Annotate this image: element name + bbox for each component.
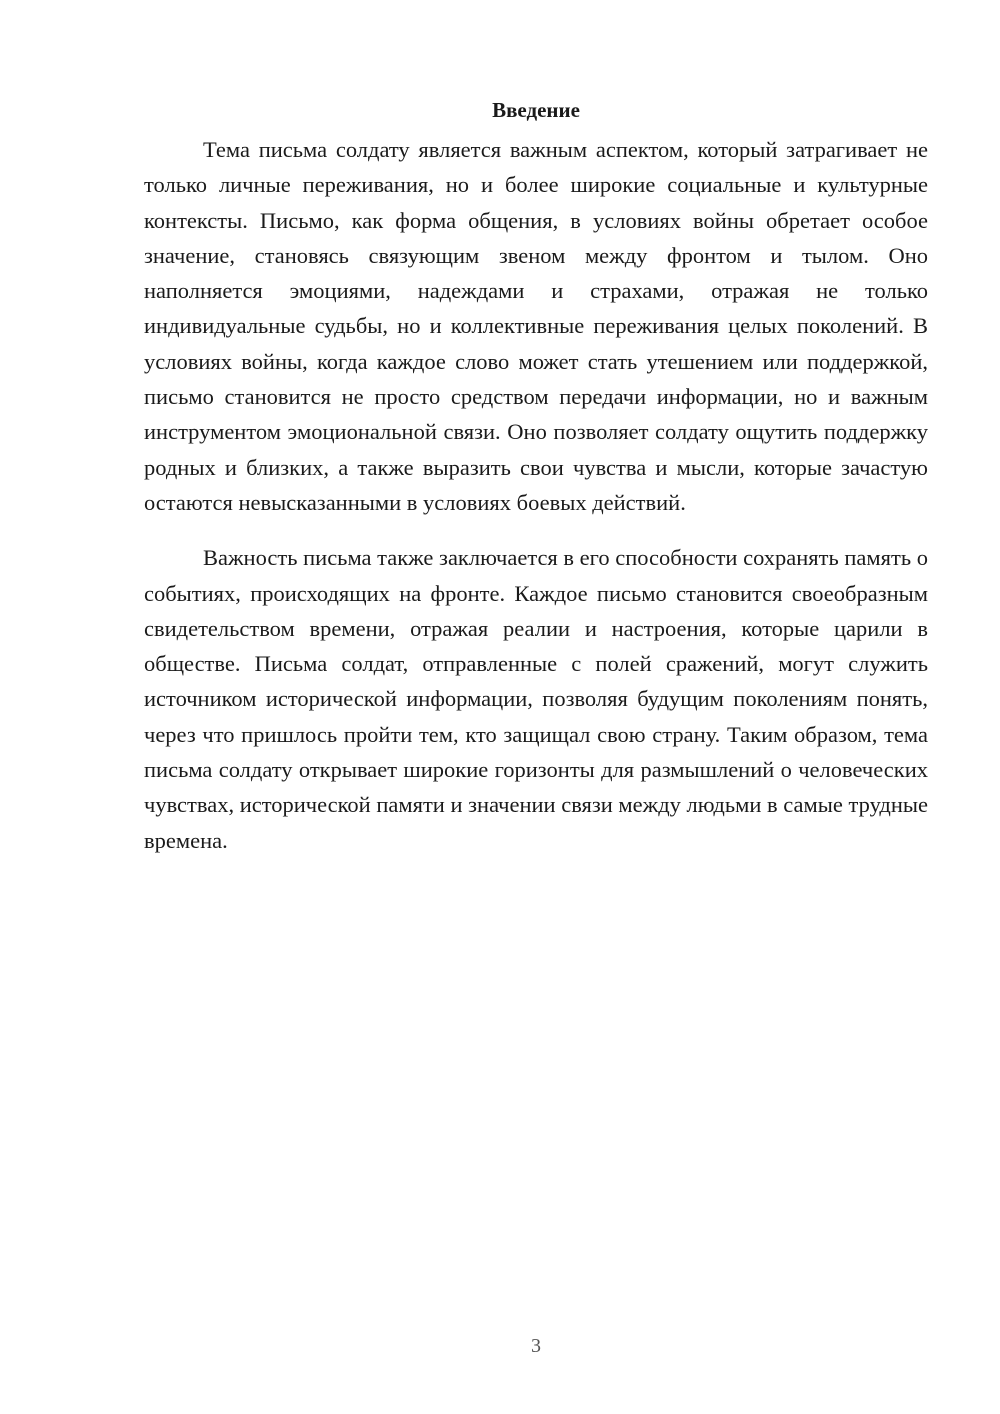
section-heading: Введение — [492, 98, 580, 122]
paragraph-2: Важность письма также заключается в его способности сохранять память о событиях, происходящих на фронте. Каждое письмо становится своеобразным свидетельством времени, отражая реалии и настроения, которые царили в обществе. Письма солдат, отправленные с полей сражений, могут служить источником исторической информации, позволяя будущим поколениям понять, через что пришлось пройти тем, кто защищал свою страну. Таким образом, тема письма солдату открывает широкие горизонты для размышлений о человеческих чувствах, исторической памяти и значении связи между людьми в самые трудные времена. — [144, 545, 928, 853]
page-number: 3 — [531, 1335, 541, 1357]
page-content — [144, 92, 928, 858]
paragraph-1: Тема письма солдату является важным аспектом, который затрагивает не только личные переживания, но и более широкие социальные и культурные контексты. Письмо, как форма общения, в условиях войны обретает особое значение, становясь связующим звеном между фронтом и тылом. Оно наполняется эмоциями, надеждами и страхами, отражая не только индивидуальные судьбы, но и коллективные переживания целых поколений. В условиях войны, когда каждое слово может стать утешением или поддержкой, письмо становится не просто средством передачи информации, но и важным инструментом эмоциональной связи. Оно позволяет солдату ощутить поддержку родных и близких, а также выразить свои чувства и мысли, которые зачастую остаются невысказанными в условиях боевых действий. — [144, 137, 928, 515]
